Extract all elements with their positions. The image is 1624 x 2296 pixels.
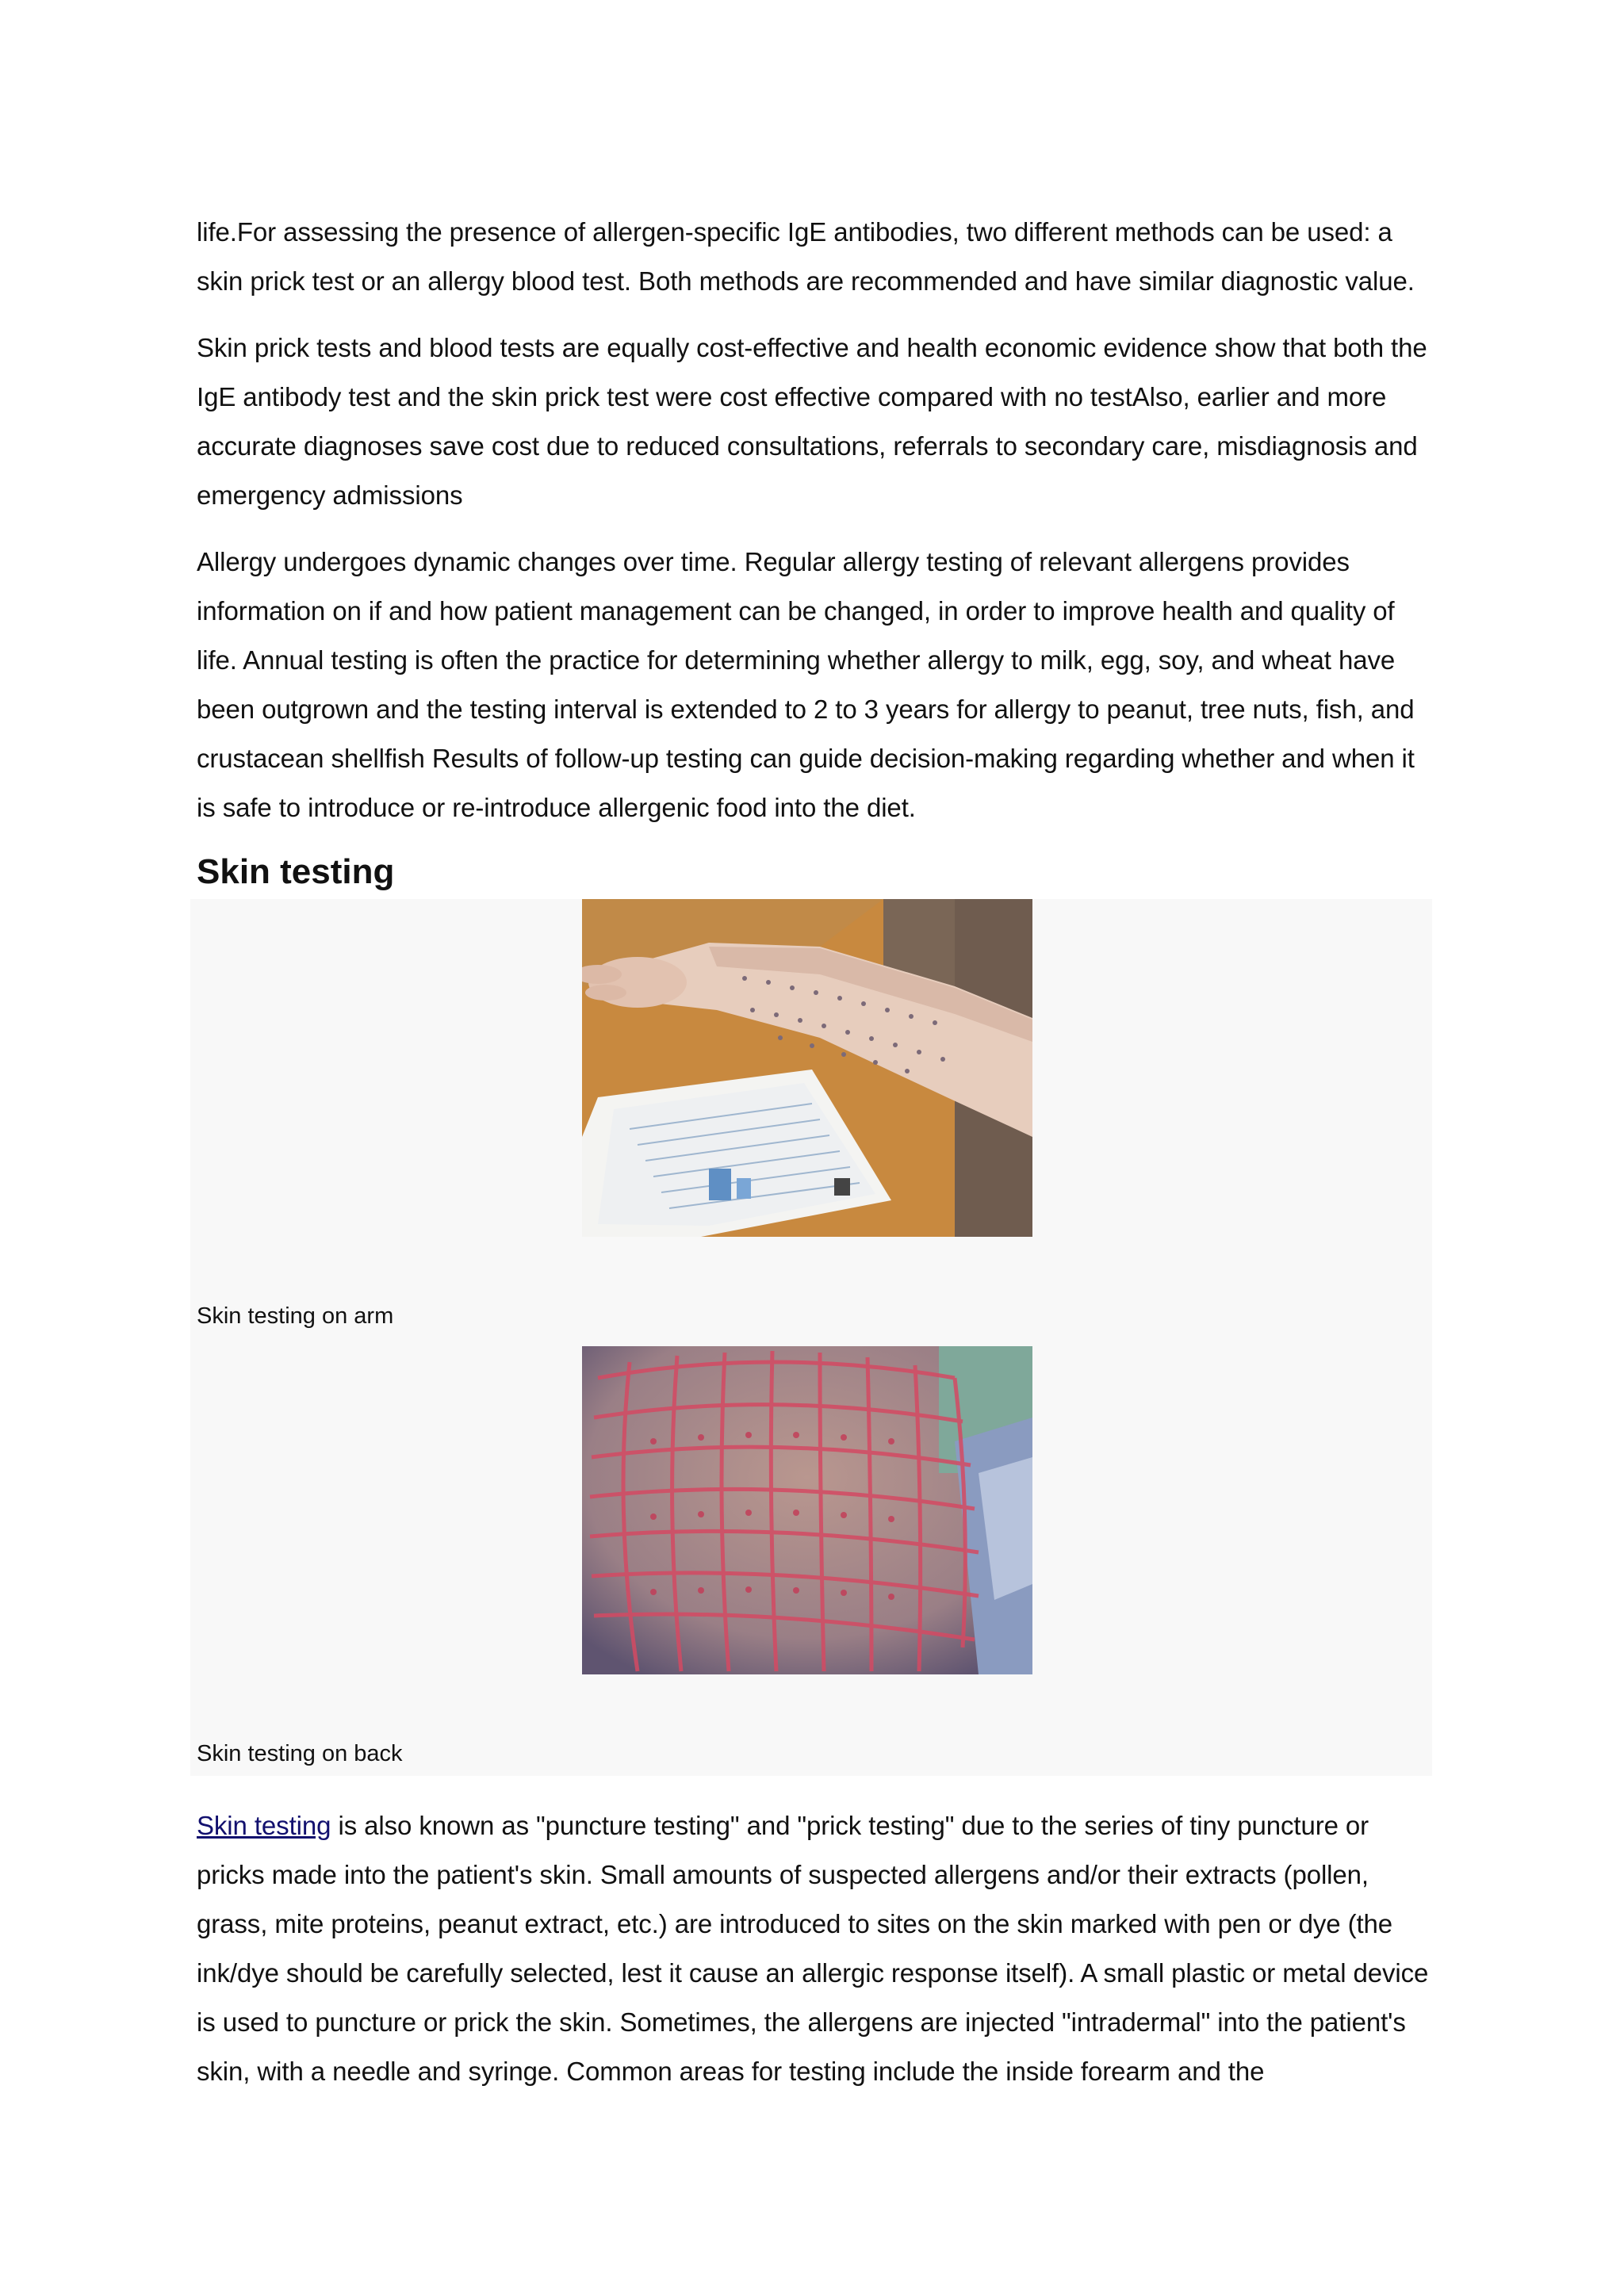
image-gallery xyxy=(190,899,1432,1776)
figure-caption-back: Skin testing on back xyxy=(197,1741,403,1766)
back-photo-illustration xyxy=(582,1346,1032,1674)
paragraph-cost-effectiveness: Skin prick tests and blood tests are equally cost-effective and health economic evidence show that both the IgE antibody test and the skin prick test were cost effective compared with no testAlso, earlier and more accurate diagnoses save cost due to reduced consultations, referrals to secondary care, misdiagnosis and emergency admissions xyxy=(197,333,1427,510)
document-content xyxy=(197,208,1434,2114)
figure-caption-arm: Skin testing on arm xyxy=(197,1303,394,1329)
arm-photo-illustration xyxy=(582,899,1032,1237)
figure-back xyxy=(190,1346,1432,1770)
paragraph-skin-testing xyxy=(197,1801,1434,2096)
skin-testing-link[interactable]: Skin testing xyxy=(197,1811,331,1840)
figure-arm xyxy=(190,899,1432,1332)
back-skin-test-photo xyxy=(582,1346,1032,1674)
skin-testing-description: is also known as "puncture testing" and "prick testing" due to the series of tiny puncture or pricks made into the patient's skin. Small amounts of suspected allergens and/or their extracts (pollen, grass, mite proteins, peanut extract, etc.) are introduced to sites on the skin marked with pen or dye (the ink/dye should be carefully selected, lest it cause an allergic response itself). A small plastic or metal device is used to puncture or prick the skin. Sometimes, the allergens are injected "intradermal" into the patient's skin, with a needle and syringe. Common areas for testing include the inside forearm and the xyxy=(197,1811,1429,2086)
paragraph-dynamic-changes: Allergy undergoes dynamic changes over time. Regular allergy testing of relevant allergens provides information on if and how patient management can be changed, in order to improve health and quality of life. Annual testing is often the practice for determining whether allergy to milk, egg, soy, and wheat have been outgrown and the testing interval is extended to 2 to 3 years for allergy to peanut, tree nuts, fish, and crustacean shellfish Results of follow-up testing can guide decision-making regarding whether and when it is safe to introduce or re-introduce allergenic food into the diet. xyxy=(197,547,1415,822)
paragraph-diagnostic-methods: life.For assessing the presence of allergen-specific IgE antibodies, two different methods can be used: a skin prick test or an allergy blood test. Both methods are recommended and have similar diagnostic value. xyxy=(197,217,1415,296)
arm-skin-test-photo xyxy=(582,899,1032,1237)
section-heading-skin-testing: Skin testing xyxy=(197,852,395,891)
